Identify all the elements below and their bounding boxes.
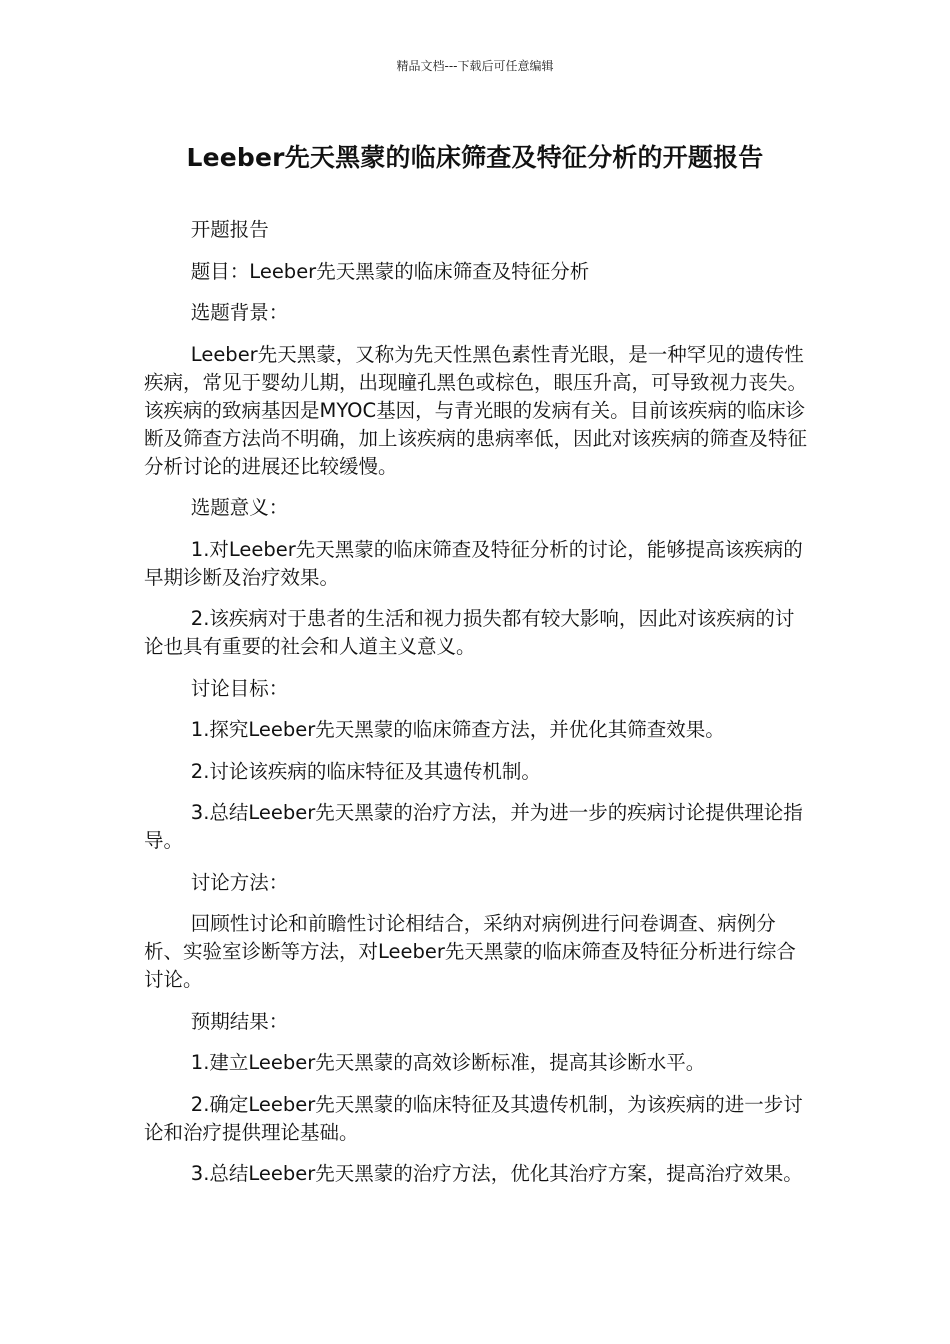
paragraph-goal-1: 1.探究Leeber先天黑蒙的临床筛查方法，并优化其筛查效果。 (190, 718, 725, 741)
paragraph-heading: 开题报告 (190, 218, 269, 241)
document-title: Leeber先天黑蒙的临床筛查及特征分析的开题报告 (186, 143, 764, 172)
header-note: 精品文档---下载后可任意编辑 (396, 59, 554, 73)
paragraph-background: Leeber先天黑蒙，又称为先天性黑色素性青光眼，是一种罕见的遗传性疾病，常见于婴幼儿期，出现瞳孔黑色或棕色，眼压升高，可导致视力丧失。该疾病的致病基因是MYOC基因，与青光眼的发病有关。目前该疾病的临床诊断及筛查方法尚不明确，加上该疾病的患病率低，因此对该疾病的筛查及特征分析讨论的进展还比较缓慢。 (144, 342, 808, 478)
paragraph-methods: 回顾性讨论和前瞻性讨论相结合，采纳对病例进行问卷调查、病例分析、实验室诊断等方法，对Leeber先天黑蒙的临床筛查及特征分析进行综合讨论。 (144, 912, 796, 991)
paragraph-result-2: 2.确定Leeber先天黑蒙的临床特征及其遗传机制，为该疾病的进一步讨论和治疗提供理论基础。 (144, 1092, 803, 1144)
paragraph-goal-3: 3.总结Leeber先天黑蒙的治疗方法，并为进一步的疾病讨论提供理论指导。 (144, 801, 803, 852)
paragraph-significance-1: 1.对Leeber先天黑蒙的临床筛查及特征分析的讨论，能够提高该疾病的早期诊断及治疗效果。 (144, 537, 803, 589)
paragraph-topic: 题目：Leeber先天黑蒙的临床筛查及特征分析 (190, 259, 590, 283)
document-body (144, 216, 808, 1202)
section-heading-background: 选题背景： (190, 301, 289, 324)
section-heading-significance: 选题意义： (190, 496, 289, 519)
section-heading-goals: 讨论目标： (190, 676, 289, 700)
paragraph-significance-2: 2.该疾病对于患者的生活和视力损失都有较大影响，因此对该疾病的讨论也具有重要的社会和人道主义意义。 (144, 607, 795, 658)
paragraph-result-1: 1.建立Leeber先天黑蒙的高效诊断标准，提高其诊断水平。 (190, 1051, 706, 1074)
paragraph-goal-2: 2.讨论该疾病的临床特征及其遗传机制。 (190, 759, 541, 783)
paragraph-result-3: 3.总结Leeber先天黑蒙的治疗方法，优化其治疗方案，提高治疗效果。 (190, 1162, 803, 1185)
section-heading-methods: 讨论方法： (190, 870, 289, 894)
section-heading-results: 预期结果： (190, 1009, 289, 1033)
